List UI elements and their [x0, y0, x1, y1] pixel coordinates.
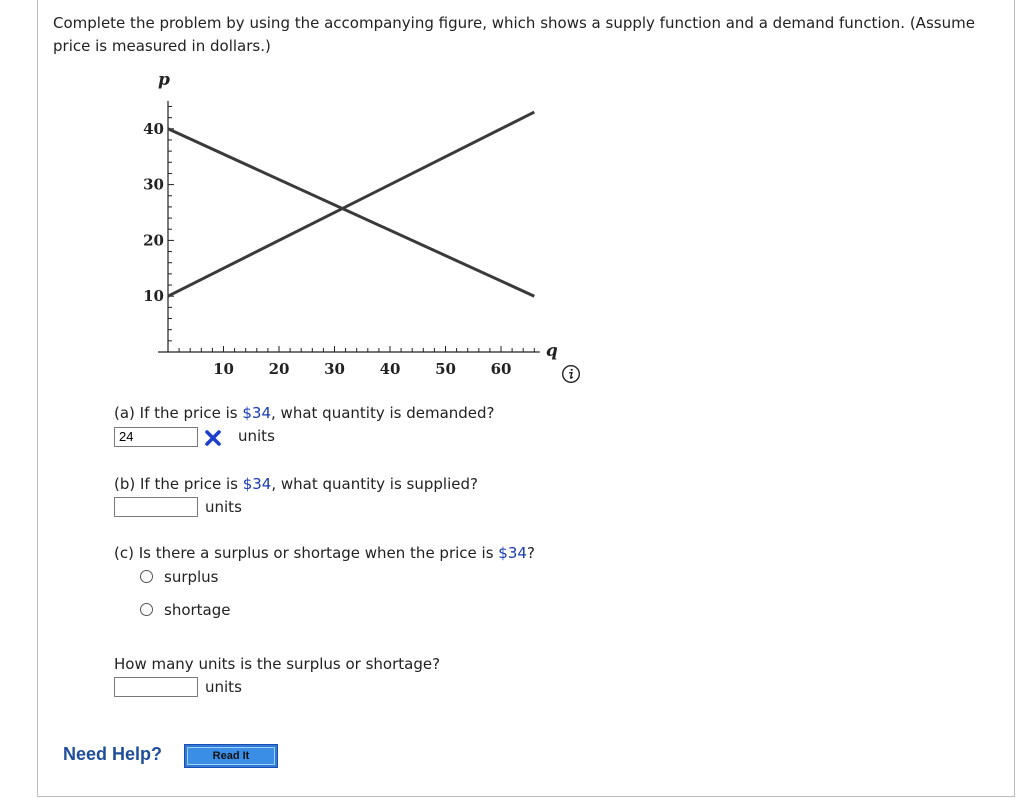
- demand-line: [168, 129, 534, 296]
- x-tick-label: 50: [435, 360, 456, 378]
- radio-surplus[interactable]: [140, 570, 153, 583]
- option-shortage-label[interactable]: shortage: [164, 601, 231, 619]
- part-d-answer-input[interactable]: [114, 677, 198, 697]
- read-it-button[interactable]: [184, 744, 278, 768]
- part-c-suffix: ?: [526, 544, 535, 562]
- part-a-prefix: (a) If the price is: [114, 404, 243, 422]
- supply-line: [168, 112, 534, 296]
- info-icon[interactable]: [561, 364, 581, 384]
- y-tick-label: 10: [143, 287, 164, 306]
- option-surplus-label[interactable]: surplus: [164, 568, 219, 586]
- part-a-suffix: , what quantity is demanded?: [271, 404, 495, 422]
- part-c-prefix: (c) Is there a surplus or shortage when the price is: [114, 544, 499, 562]
- part-a-price: $34: [242, 404, 272, 422]
- y-tick-label: 20: [143, 231, 164, 250]
- part-d-units: units: [205, 678, 242, 696]
- part-c-question: [114, 543, 535, 563]
- radio-shortage[interactable]: [140, 603, 153, 616]
- part-b-answer-input[interactable]: [114, 497, 198, 517]
- part-a-question: [114, 403, 495, 423]
- problem-intro: Complete the problem by using the accompanying figure, which shows a supply function and a demand function. (Assume price is measured in dollars.): [53, 14, 975, 55]
- y-tick-label: 40: [143, 119, 164, 138]
- part-d-question: How many units is the surplus or shortage?: [114, 655, 441, 673]
- part-a-units: units: [238, 427, 275, 445]
- x-tick-label: 60: [490, 360, 512, 378]
- read-it-label: Read It: [187, 747, 275, 765]
- part-b-price: $34: [242, 475, 272, 493]
- part-b-suffix: , what quantity is supplied?: [271, 475, 478, 493]
- x-axis-label: q: [545, 341, 558, 361]
- y-axis-label: p: [158, 69, 170, 90]
- y-tick-label: 30: [143, 175, 164, 194]
- x-tick-label: 30: [324, 360, 345, 378]
- part-b-question: [114, 474, 478, 494]
- need-help-label: Need Help?: [63, 744, 163, 764]
- part-b-units: units: [205, 498, 242, 516]
- incorrect-x-icon: [204, 429, 222, 447]
- part-b-prefix: (b) If the price is: [114, 475, 243, 493]
- part-c-price: $34: [498, 544, 527, 562]
- x-tick-label: 10: [213, 360, 234, 378]
- x-tick-label: 40: [379, 360, 401, 378]
- x-tick-label: 20: [268, 360, 290, 378]
- part-a-answer-input[interactable]: 24: [114, 427, 198, 447]
